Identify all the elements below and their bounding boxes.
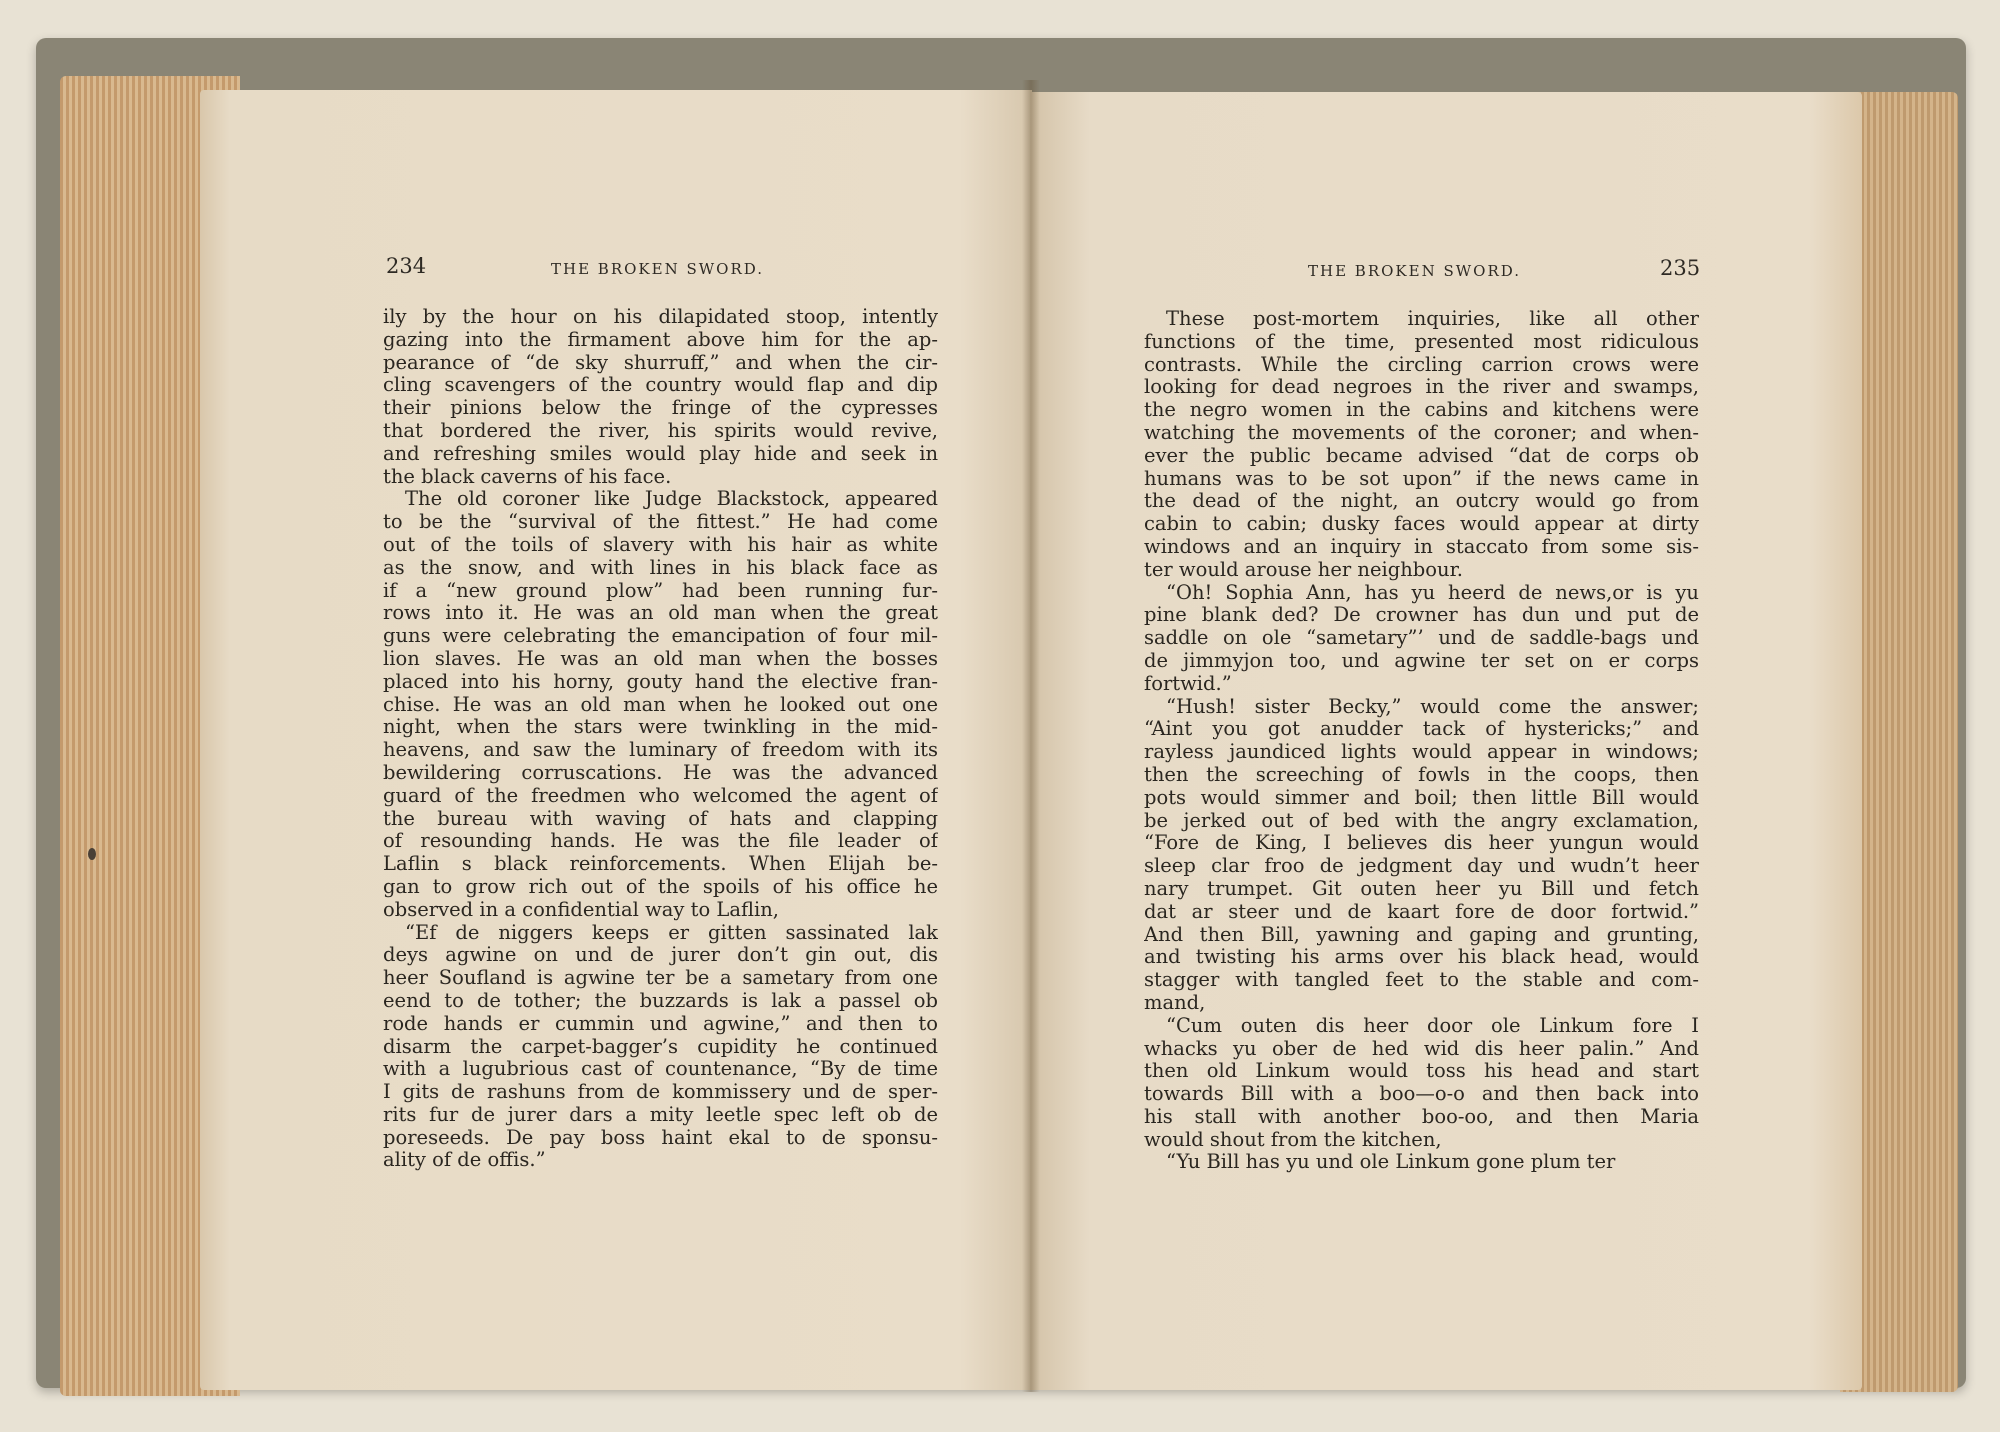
text-line: rows into it. He was an old man when the great bbox=[383, 602, 938, 625]
text-line: poreseeds. De pay boss haint ekal to de sponsu- bbox=[383, 1126, 938, 1149]
text-line: the bureau with waving of hats and clapping bbox=[383, 807, 938, 830]
text-line: “Yu Bill has yu und ole Linkum gone plum ter bbox=[1166, 1151, 1616, 1174]
text-line: that bordered the river, his spirits would revive, bbox=[383, 419, 938, 442]
text-line: sleep clar froo de jedgment day und wudn’t heer bbox=[1144, 855, 1699, 878]
margin-mark bbox=[88, 848, 96, 860]
text-line: watching the movements of the coroner; and when- bbox=[1144, 421, 1699, 444]
text-line: the negro women in the cabins and kitchens were bbox=[1144, 399, 1699, 422]
text-line: night, when the stars were twinkling in the mid- bbox=[383, 716, 938, 739]
text-line: contrasts. While the circling carrion crows were bbox=[1144, 353, 1699, 376]
text-line: “Ef de niggers keeps er gitten sassinated lak bbox=[405, 921, 938, 944]
text-line: heer Soufland is agwine ter be a sametary from one bbox=[383, 967, 938, 990]
text-line: then old Linkum would toss his head and start bbox=[1144, 1060, 1699, 1083]
text-line: humans was to be sot upon” if the news came in bbox=[1144, 467, 1699, 490]
left-running-head: THE BROKEN SWORD. bbox=[551, 260, 765, 278]
text-line: pots would simmer and boil; then little Bill would bbox=[1144, 786, 1699, 809]
text-line: deys agwine on und de jurer don’t gin out, dis bbox=[383, 944, 938, 967]
text-line: “Fore de King, I believes dis heer yungun would bbox=[1144, 832, 1699, 855]
text-line: looking for dead negroes in the river and swamps, bbox=[1144, 376, 1699, 399]
left-page bbox=[200, 90, 1032, 1390]
text-line: whacks yu ober de hed wid dis heer palin.” And bbox=[1144, 1037, 1699, 1060]
text-line: ality of de offis.” bbox=[383, 1149, 546, 1172]
right-page-number: 235 bbox=[1660, 256, 1701, 280]
text-line: rode hands er cummin und agwine,” and then to bbox=[383, 1012, 938, 1035]
text-line: The old coroner like Judge Blackstock, appeared bbox=[405, 488, 938, 511]
right-page bbox=[1030, 92, 1862, 1390]
text-line: eend to de tother; the buzzards is lak a passel ob bbox=[383, 989, 938, 1012]
text-line: with a lugubrious cast of countenance, “By de time bbox=[383, 1058, 938, 1081]
text-line: heavens, and saw the luminary of freedom with its bbox=[383, 739, 938, 762]
text-line: dat ar steer und de kaart fore de door fortwid.” bbox=[1144, 900, 1699, 923]
text-line: Laflin s black reinforcements. When Elijah be- bbox=[383, 853, 938, 876]
text-line: guns were celebrating the emancipation of four mil- bbox=[383, 625, 938, 648]
text-line: then the screeching of fowls in the coops, then bbox=[1144, 763, 1699, 786]
text-line: rayless jaundiced lights would appear in windows; bbox=[1144, 741, 1699, 764]
text-line: pine blank ded? De crowner has dun und put de bbox=[1144, 604, 1699, 627]
text-line: out of the toils of slavery with his hair as white bbox=[383, 533, 938, 556]
text-line: gan to grow rich out of the spoils of his office he bbox=[383, 875, 938, 898]
text-line: stagger with tangled feet to the stable and com- bbox=[1144, 969, 1699, 992]
text-line: and refreshing smiles would play hide and seek in bbox=[383, 442, 938, 465]
text-line: towards Bill with a boo—o-o and then back into bbox=[1144, 1083, 1699, 1106]
text-line: placed into his horny, gouty hand the elective fran- bbox=[383, 670, 938, 693]
text-line: windows and an inquiry in staccato from some sis- bbox=[1144, 535, 1699, 558]
text-line: de jimmyjon too, und agwine ter set on er corps bbox=[1144, 649, 1699, 672]
text-line: nary trumpet. Git outen heer yu Bill und fetch bbox=[1144, 877, 1699, 900]
text-line: “Cum outen dis heer door ole Linkum fore I bbox=[1166, 1014, 1699, 1037]
left-page-number: 234 bbox=[386, 254, 427, 278]
text-line: the dead of the night, an outcry would go from bbox=[1144, 490, 1699, 513]
text-line: lion slaves. He was an old man when the bosses bbox=[383, 647, 938, 670]
text-line: disarm the carpet-bagger’s cupidity he continued bbox=[383, 1035, 938, 1058]
text-line: And then Bill, yawning and gaping and grunting, bbox=[1144, 923, 1699, 946]
text-line: would shout from the kitchen, bbox=[1144, 1128, 1442, 1151]
text-line: guard of the freedmen who welcomed the agent of bbox=[383, 784, 938, 807]
text-line: pearance of “de sky shurruff,” and when the cir- bbox=[383, 351, 938, 374]
text-line: chise. He was an old man when he looked out one bbox=[383, 693, 938, 716]
right-running-head: THE BROKEN SWORD. bbox=[1308, 262, 1522, 280]
text-line: I gits de rashuns from de kommissery und de sper- bbox=[383, 1081, 938, 1104]
text-line: ily by the hour on his dilapidated stoop, intently bbox=[383, 306, 938, 328]
text-line: rits fur de jurer dars a mity leetle spec left ob de bbox=[383, 1103, 938, 1126]
text-line: “Aint you got anudder tack of hystericks;” and bbox=[1144, 718, 1699, 741]
text-line: “Hush! sister Becky,” would come the answer; bbox=[1166, 695, 1699, 718]
text-line: ter would arouse her neighbour. bbox=[1144, 558, 1463, 581]
text-line: gazing into the firmament above him for the ap- bbox=[383, 328, 938, 351]
text-line: bewildering corruscations. He was the advanced bbox=[383, 761, 938, 784]
text-line: observed in a confidential way to Laflin, bbox=[383, 898, 779, 921]
text-line: functions of the time, presented most ridiculous bbox=[1144, 330, 1699, 353]
book-gutter bbox=[1022, 80, 1040, 1392]
text-line: if a “new ground plow” had been running fur- bbox=[383, 579, 938, 602]
text-line: and twisting his arms over his black head, would bbox=[1144, 946, 1699, 969]
text-line: be jerked out of bed with the angry exclamation, bbox=[1144, 809, 1699, 832]
text-line: as the snow, and with lines in his black face as bbox=[383, 556, 938, 579]
text-line: his stall with another boo-oo, and then Maria bbox=[1144, 1105, 1699, 1128]
text-line: cabin to cabin; dusky faces would appear at dirty bbox=[1144, 513, 1699, 536]
text-line: to be the “survival of the fittest.” He had come bbox=[383, 511, 938, 534]
text-line: ever the public became advised “dat de corps ob bbox=[1144, 444, 1699, 467]
right-page-text bbox=[1144, 308, 1699, 1174]
text-line: the black caverns of his face. bbox=[383, 465, 672, 488]
text-line: of resounding hands. He was the file leader of bbox=[383, 830, 938, 853]
text-line: These post-mortem inquiries, like all other bbox=[1166, 308, 1699, 330]
left-page-text bbox=[383, 306, 938, 1172]
text-line: fortwid.” bbox=[1144, 672, 1232, 695]
text-line: mand, bbox=[1144, 991, 1206, 1014]
text-line: saddle on ole “sametary”’ und de saddle-bags und bbox=[1144, 627, 1699, 650]
text-line: their pinions below the fringe of the cypresses bbox=[383, 397, 938, 420]
text-line: “Oh! Sophia Ann, has yu heerd de news,or is yu bbox=[1166, 581, 1699, 604]
text-line: cling scavengers of the country would flap and dip bbox=[383, 374, 938, 397]
